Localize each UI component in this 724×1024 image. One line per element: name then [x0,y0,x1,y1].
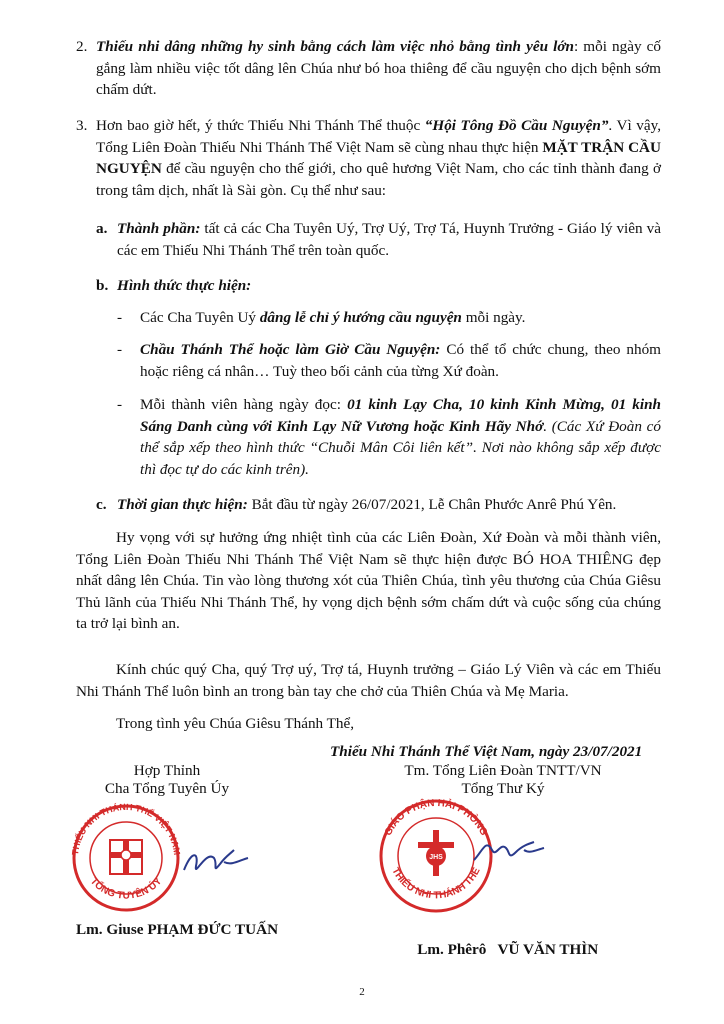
svg-text:TỔNG TUYÊN ÚY [88,876,165,902]
item-number: 2. [76,38,88,55]
item-2-text: : mỗi ngày cố gắng làm nhiều việc tốt dâng lên Chúa như bó hoa thiêng để cầu nguyện cho dịch bệnh sớm chấm dứt. [96,38,662,98]
bullet-text: mỗi ngày. [461,309,526,326]
left-sig-title: Hợp Thỉnh [133,762,201,779]
bullet-note: . (Các Xứ Đoàn có thể sắp xếp theo hình thức “Chuỗi Mân Côi liên kết”. Nơi nào không sắp xếp được thì đọc tự do các kinh trên). [140,417,661,478]
bullet-text: Các Cha Tuyên Uý [140,309,260,326]
bullet-emphasis: Chầu Thánh Thể hoặc làm Giờ Cầu Nguyện: [140,341,441,358]
section-a-lead: Thành phần: [117,220,201,237]
right-seal-top-text: GIÁO PHẬN HẢI PHÒNG [382,797,490,838]
left-seal-top-text: THIẾU NHI THÁNH THỂ VIỆT NAM [70,801,183,856]
left-signer-fullname: PHẠM ĐỨC TUẤN [147,921,279,938]
right-seal-stamp [374,794,574,914]
item-number: 3. [76,117,88,134]
right-seal-center-text: JHS [429,854,443,861]
right-signer-fullname: VŨ VĂN THÌN [497,941,599,958]
bullet-dash: - [117,396,123,413]
bullet-text: Có thể tổ chức chung, theo nhóm hoặc riêng cá nhân… Tuỳ theo bối cảnh của từng Xứ đoàn. [140,341,661,380]
item-2-paragraph [96,36,661,101]
bullet-emphasis: 01 kinh Lạy Cha, 10 kinh Kinh Mừng, 01 kinh Sáng Danh cùng với Kinh Lạy Nữ Vương hoặc Kinh Hãy Nhớ [140,396,661,435]
right-signer-name [402,920,598,980]
item-3-text: để cầu nguyện cho thế giới, cho quê hương Việt Nam, cho các tỉnh thành đang ở trong tâm dịch, nhất là Sài gòn. Cụ thể như sau: [96,160,661,199]
item-2-lead: Thiếu nhi dâng những hy sinh bằng cách làm việc nhỏ bằng tình yêu lớn [96,38,574,55]
item-3-text: Hơn bao giờ hết, ý thức Thiếu Nhi Thánh Thể thuộc [96,117,425,134]
bullet-text: Mỗi thành viên hàng ngày đọc: [140,396,348,413]
sub-label-a: a. [96,220,108,237]
section-b-heading [117,275,661,297]
section-a-paragraph [117,218,661,261]
section-c-text: Bắt đầu từ ngày 26/07/2021, Lễ Chân Phước Anrê Phú Yên. [247,496,617,513]
right-seal-bottom-text: THIẾU NHI THÁNH THỂ [389,866,483,902]
left-signature-scribble [184,850,248,870]
item-3-text: . Vì vậy, Tổng Liên Đoàn Thiếu Nhi Thánh Thể Việt Nam sẽ cùng nhau thực hiện [96,117,661,156]
closing-line: Trong tình yêu Chúa Giêsu Thánh Thể, [116,715,355,732]
bullet-dash: - [117,341,123,358]
section-c-paragraph [117,494,661,516]
bullet-emphasis: dâng lễ chỉ ý hướng cầu nguyện [259,309,462,326]
section-c-lead: Thời gian thực hiện: [117,496,248,513]
section-a-text: tất cả các Cha Tuyên Uý, Trợ Uý, Trợ Tá, Huynh Trưởng - Giáo lý viên và các em Thiếu Nhi Thánh Thể trên toàn quốc. [117,220,661,259]
item-3-emphasis: MẶT TRẬN CẦU NGUYỆN [96,138,661,177]
greeting-paragraph: Kính chúc quý Cha, quý Trợ uý, Trợ tá, Huynh trưởng – Giáo Lý Viên và các em Thiếu Nhi Thánh Thể luôn bình an trong bàn tay che chở của Thiên Chúa và Mẹ Maria. [76,661,661,700]
hope-paragraph: Hy vọng với sự hưởng ứng nhiệt tình của các Liên Đoàn, Xứ Đoàn và mỗi thành viên, Tổng Liên Đoàn Thiếu Nhi Thánh Thể Việt Nam sẽ thực hiện được BÓ HOA THIÊNG đẹp nhất dâng lên Chúa. Tin vào lòng thương xót của Thiên Chúa, tình yêu thương của Chúa Giêsu Thủ lãnh của Thiếu Nhi Thánh Thể, hy vọng dịch bệnh sớm chấm dứt và cuộc sống của chúng ta trở lại bình an. [76,529,661,632]
left-sig-role: Cha Tổng Tuyên Úy [104,780,230,797]
right-sig-title: Tm. Tổng Liên Đoàn TNTT/VN [404,762,602,779]
right-signer-prefix: Lm. Phêrô [417,941,498,958]
bullet-3 [140,394,661,480]
bullet-1 [140,307,661,329]
sub-label-b: b. [96,277,109,294]
right-sig-role: Tổng Thư Ký [461,780,545,797]
item-3-quote: “Hội Tông Đồ Cầu Nguyện” [424,117,609,134]
left-signer-name [76,920,278,940]
bullet-2 [140,339,661,382]
page-number: 2 [359,986,365,998]
left-seal-bottom-text: TỔNG TUYÊN ÚY [87,875,165,902]
dateline: Thiếu Nhi Thánh Thể Việt Nam, ngày 23/07/2021 [330,743,643,760]
item-3-paragraph [96,115,661,201]
right-signature-scribble [474,842,544,860]
section-b-lead: Hình thức thực hiện: [117,277,252,294]
sub-label-c: c. [96,496,107,513]
bullet-dash: - [117,309,123,326]
left-seal-stamp [64,800,264,912]
left-signer-prefix: Lm. Giuse [76,921,148,938]
